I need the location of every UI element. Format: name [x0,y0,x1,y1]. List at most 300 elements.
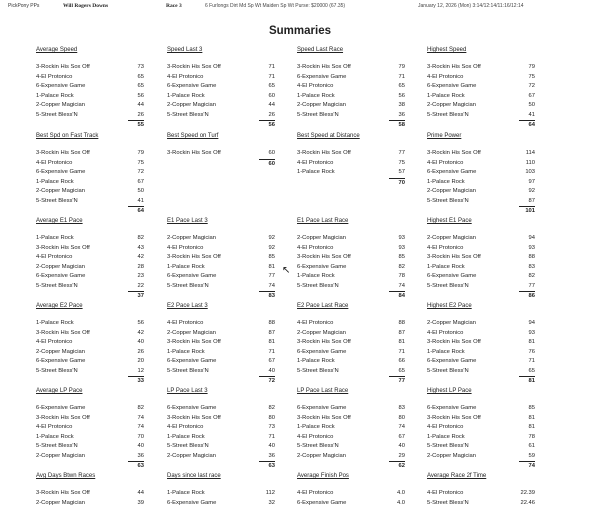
section-title[interactable]: Avg Days Btwn Races [36,473,144,481]
section-title[interactable]: Highest E2 Pace [427,303,535,311]
horse-row [167,489,275,499]
section-title[interactable]: Speed Last Race [297,47,405,55]
horse-name: 1-Palace Rock [427,178,465,188]
horse-value: 88 [519,253,535,263]
horse-row [167,357,275,367]
horse-value: 72 [519,82,535,92]
horse-name: 3-Rockin His Sox Off [427,338,481,348]
horse-name: 2-Copper Magician [167,101,216,111]
average-value: 86 [519,291,535,300]
horse-row [297,149,405,159]
horse-row [427,442,535,452]
horse-row [36,63,144,73]
summary-section [427,133,535,215]
horse-name: 2-Copper Magician [427,101,476,111]
horse-value: 67 [259,357,275,367]
horse-row [297,404,405,414]
summary-section [427,303,535,385]
horse-name: 3-Rockin His Sox Off [297,253,351,263]
horse-name: 4-El Protonico [36,423,72,433]
summary-section [297,303,405,385]
horse-row [427,452,535,462]
horse-name: 4-El Protonico [36,253,72,263]
horse-name: 4-El Protonico [427,159,463,169]
horse-value: 65 [128,73,144,83]
track-name: Will Rogers Downs [63,3,108,9]
horse-name: 6-Expensive Game [167,272,216,282]
horse-row [36,282,144,292]
average-value: 72 [259,376,275,385]
section-title[interactable]: E1 Pace Last Race [297,218,405,226]
mouse-cursor-icon: ↖ [282,265,290,276]
horse-row [427,348,535,358]
horse-value: 81 [519,338,535,348]
horse-value: 77 [389,149,405,159]
horse-value: 112 [259,489,275,499]
horse-row [36,149,144,159]
horse-value: 71 [259,433,275,443]
horse-name: 5-Street Bless'N [427,111,469,121]
horse-name: 1-Palace Rock [297,272,335,282]
horse-name: 5-Street Bless'N [167,367,209,377]
section-average [297,120,405,129]
horse-row [427,187,535,197]
horse-name: 4-El Protonico [427,73,463,83]
horse-row [167,423,275,433]
horse-name: 6-Expensive Game [167,357,216,367]
horse-name: 1-Palace Rock [427,92,465,102]
horse-row [427,101,535,111]
horse-value: 73 [128,63,144,73]
horse-row [297,272,405,282]
horse-name: 4-El Protonico [167,423,203,433]
horse-row [427,63,535,73]
horse-value: 85 [519,404,535,414]
horse-value: 80 [259,414,275,424]
horse-name: 2-Copper Magician [427,234,476,244]
horse-name: 6-Expensive Game [297,499,346,508]
horse-value: 78 [389,272,405,282]
horse-row [167,319,275,329]
horse-name: 6-Expensive Game [297,348,346,358]
horse-name: 6-Expensive Game [167,404,216,414]
horse-row [36,499,144,508]
section-title[interactable]: E2 Pace Last Race [297,303,405,311]
section-title[interactable]: Average Finish Pos [297,473,405,481]
horse-name: 2-Copper Magician [36,187,85,197]
horse-value: 74 [128,414,144,424]
horse-row [167,272,275,282]
horse-name: 2-Copper Magician [297,101,346,111]
horse-row [36,159,144,169]
horse-name: 4-El Protonico [167,319,203,329]
section-average [36,206,144,215]
horse-value: 56 [389,92,405,102]
horse-name: 2-Copper Magician [36,348,85,358]
horse-name: 3-Rockin His Sox Off [297,414,351,424]
horse-value: 44 [128,101,144,111]
horse-row [427,178,535,188]
horse-value: 85 [259,253,275,263]
horse-value: 59 [519,452,535,462]
horse-name: 2-Copper Magician [167,452,216,462]
summary-section [297,388,405,470]
horse-name: 5-Street Bless'N [427,367,469,377]
horse-value: 56 [128,319,144,329]
horse-row [36,442,144,452]
horse-row [427,329,535,339]
average-value: 64 [519,120,535,129]
horse-row [167,442,275,452]
horse-row [427,197,535,207]
horse-row [427,282,535,292]
horse-value: 75 [519,73,535,83]
horse-name: 4-El Protonico [167,73,203,83]
horse-name: 5-Street Bless'N [36,367,78,377]
horse-name: 4-El Protonico [427,489,463,499]
section-title[interactable]: LP Pace Last 3 [167,388,275,396]
section-title[interactable]: Speed Last 3 [167,47,275,55]
horse-name: 1-Palace Rock [36,319,74,329]
horse-name: 6-Expensive Game [427,82,476,92]
horse-row [36,244,144,254]
horse-row [297,244,405,254]
average-value: 70 [389,178,405,187]
horse-row [167,149,275,159]
section-average [427,461,535,470]
horse-name: 4-El Protonico [167,244,203,254]
summary-section [167,303,275,385]
horse-name: 3-Rockin His Sox Off [167,414,221,424]
horse-value: 87 [519,197,535,207]
horse-row [297,338,405,348]
horse-value: 40 [389,442,405,452]
horse-row [36,82,144,92]
horse-row [427,92,535,102]
section-average [167,291,275,300]
section-title[interactable]: Days since last race [167,473,275,481]
horse-value: 28 [128,263,144,273]
horse-name: 2-Copper Magician [427,187,476,197]
average-value: 60 [259,159,275,168]
horse-value: 79 [519,63,535,73]
horse-row [36,319,144,329]
horse-row [36,338,144,348]
horse-name: 5-Street Bless'N [167,282,209,292]
horse-value: 57 [389,168,405,178]
horse-value: 80 [389,414,405,424]
horse-value: 43 [128,244,144,254]
horse-row [297,329,405,339]
horse-name: 2-Copper Magician [427,319,476,329]
section-title[interactable]: Average LP Pace [36,388,144,396]
section-title[interactable]: Prime Power [427,133,535,141]
horse-name: 3-Rockin His Sox Off [427,414,481,424]
horse-row [167,404,275,414]
horse-value: 78 [519,433,535,443]
horse-value: 65 [389,367,405,377]
horse-row [167,63,275,73]
horse-value: 22 [128,282,144,292]
horse-name: 6-Expensive Game [427,168,476,178]
horse-name: 6-Expensive Game [36,404,85,414]
horse-row [36,329,144,339]
average-value: 81 [519,376,535,385]
horse-row [297,452,405,462]
horse-value: 50 [128,187,144,197]
horse-name: 3-Rockin His Sox Off [36,414,90,424]
horse-value: 83 [519,263,535,273]
summary-section [167,218,275,300]
horse-value: 42 [128,329,144,339]
horse-name: 1-Palace Rock [36,178,74,188]
horse-value: 36 [389,111,405,121]
horse-row [427,253,535,263]
horse-name: 2-Copper Magician [297,234,346,244]
average-value: 33 [128,376,144,385]
horse-name: 4-El Protonico [427,423,463,433]
horse-value: 71 [519,357,535,367]
horse-row [167,244,275,254]
summary-section [297,47,405,129]
horse-value: 93 [519,244,535,254]
horse-row [297,253,405,263]
horse-value: 32 [259,499,275,508]
horse-row [167,111,275,121]
horse-value: 87 [259,329,275,339]
horse-row [167,253,275,263]
section-average [297,291,405,300]
horse-row [427,111,535,121]
horse-value: 38 [389,101,405,111]
horse-name: 3-Rockin His Sox Off [36,149,90,159]
horse-name: 2-Copper Magician [36,263,85,273]
section-title[interactable]: Best Spd on Fast Track [36,133,144,141]
horse-value: 60 [259,92,275,102]
horse-row [297,414,405,424]
horse-name: 2-Copper Magician [427,452,476,462]
horse-name: 4-El Protonico [427,329,463,339]
horse-name: 5-Street Bless'N [427,197,469,207]
horse-value: 75 [128,159,144,169]
horse-row [36,414,144,424]
section-title[interactable]: E2 Pace Last 3 [167,303,275,311]
horse-value: 40 [259,442,275,452]
section-title[interactable]: E1 Pace Last 3 [167,218,275,226]
horse-row [297,63,405,73]
horse-row [427,367,535,377]
horse-name: 1-Palace Rock [297,357,335,367]
horse-name: 5-Street Bless'N [427,282,469,292]
horse-value: 81 [519,414,535,424]
horse-name: 4-El Protonico [427,244,463,254]
horse-row [297,234,405,244]
horse-row [36,111,144,121]
section-title[interactable]: LP Pace Last Race [297,388,405,396]
summary-section [427,218,535,300]
section-average [167,461,275,470]
horse-row [427,82,535,92]
horse-name: 3-Rockin His Sox Off [297,63,351,73]
section-title[interactable]: Best Speed at Distance [297,133,405,141]
horse-name: 3-Rockin His Sox Off [297,338,351,348]
section-title[interactable]: Highest E1 Pace [427,218,535,226]
horse-name: 5-Street Bless'N [167,111,209,121]
horse-name: 6-Expensive Game [427,404,476,414]
average-value: 58 [389,120,405,129]
horse-name: 4-El Protonico [36,73,72,83]
horse-value: 12 [128,367,144,377]
horse-row [297,92,405,102]
horse-name: 5-Street Bless'N [297,111,339,121]
horse-row [297,319,405,329]
summary-section [427,47,535,129]
horse-value: 36 [259,452,275,462]
horse-name: 3-Rockin His Sox Off [427,63,481,73]
summary-section [297,133,405,187]
horse-row [427,234,535,244]
horse-row [297,82,405,92]
horse-name: 4-El Protonico [297,433,333,443]
average-value: 62 [389,461,405,470]
summary-section [36,303,144,385]
horse-name: 1-Palace Rock [36,92,74,102]
section-title[interactable]: Average E2 Pace [36,303,144,311]
horse-name: 4-El Protonico [297,82,333,92]
horse-name: 3-Rockin His Sox Off [427,253,481,263]
horse-row [36,452,144,462]
horse-name: 1-Palace Rock [297,423,335,433]
summary-section [167,133,275,168]
horse-name: 5-Street Bless'N [167,442,209,452]
horse-name: 5-Street Bless'N [427,499,469,508]
horse-name: 6-Expensive Game [297,73,346,83]
average-value: 37 [128,291,144,300]
horse-row [427,499,535,508]
horse-row [167,499,275,508]
horse-name: 2-Copper Magician [36,452,85,462]
section-title[interactable]: Average Race 2f Time [427,473,535,481]
horse-row [167,92,275,102]
horse-row [427,319,535,329]
horse-row [36,433,144,443]
horse-name: 2-Copper Magician [36,499,85,508]
horse-row [427,272,535,282]
horse-row [297,348,405,358]
horse-name: 5-Street Bless'N [297,442,339,452]
horse-value: 40 [128,442,144,452]
horse-name: 5-Street Bless'N [36,282,78,292]
section-title[interactable]: Average Speed [36,47,144,55]
section-average [36,376,144,385]
horse-row [36,272,144,282]
horse-row [36,367,144,377]
horse-row [36,197,144,207]
horse-value: 93 [389,244,405,254]
horse-row [427,404,535,414]
section-average [427,376,535,385]
horse-name: 4-El Protonico [297,244,333,254]
horse-row [36,92,144,102]
horse-value: 81 [259,338,275,348]
horse-name: 3-Rockin His Sox Off [36,63,90,73]
horse-name: 1-Palace Rock [297,92,335,102]
section-title[interactable]: Average E1 Pace [36,218,144,226]
horse-name: 1-Palace Rock [427,263,465,273]
horse-value: 23 [128,272,144,282]
horse-name: 1-Palace Rock [36,234,74,244]
horse-name: 5-Street Bless'N [36,197,78,207]
horse-name: 3-Rockin His Sox Off [167,63,221,73]
horse-value: 103 [519,168,535,178]
summary-section [36,473,144,508]
horse-value: 20 [128,357,144,367]
horse-row [36,234,144,244]
horse-name: 3-Rockin His Sox Off [36,244,90,254]
horse-row [297,111,405,121]
horse-value: 72 [128,168,144,178]
horse-value: 44 [128,489,144,499]
horse-row [167,329,275,339]
horse-row [297,442,405,452]
horse-value: 56 [128,92,144,102]
average-value: 83 [259,291,275,300]
horse-value: 82 [128,234,144,244]
horse-row [427,244,535,254]
horse-value: 76 [519,348,535,358]
horse-value: 79 [389,63,405,73]
horse-row [36,423,144,433]
horse-value: 77 [519,282,535,292]
horse-name: 6-Expensive Game [167,499,216,508]
horse-name: 3-Rockin His Sox Off [427,149,481,159]
section-average [167,120,275,129]
horse-row [297,499,405,508]
horse-value: 85 [389,253,405,263]
horse-value: 74 [389,282,405,292]
horse-name: 2-Copper Magician [36,101,85,111]
horse-name: 1-Palace Rock [427,433,465,443]
horse-name: 1-Palace Rock [427,348,465,358]
horse-value: 74 [389,423,405,433]
horse-name: 3-Rockin His Sox Off [297,149,351,159]
horse-row [36,253,144,263]
horse-row [36,73,144,83]
section-title[interactable]: Highest Speed [427,47,535,55]
horse-name: 4-El Protonico [297,489,333,499]
horse-value: 81 [389,338,405,348]
horse-value: 22.46 [519,499,535,508]
page-title: Summaries [0,25,600,37]
average-value: 74 [519,461,535,470]
average-value: 56 [259,120,275,129]
horse-name: 5-Street Bless'N [36,111,78,121]
horse-row [427,168,535,178]
summary-section [167,47,275,129]
horse-name: 6-Expensive Game [36,357,85,367]
section-title[interactable]: Highest LP Pace [427,388,535,396]
section-title[interactable]: Best Speed on Turf [167,133,275,141]
horse-value: 110 [519,159,535,169]
summary-section [167,473,275,508]
horse-row [297,168,405,178]
horse-value: 87 [389,329,405,339]
section-average [297,178,405,187]
horse-value: 71 [259,348,275,358]
horse-name: 2-Copper Magician [297,329,346,339]
race-description: 6 Furlongs Dirt Md Sp Wt Maiden Sp Wt Purse: $20000 (67.35) [205,3,345,9]
summary-section [36,218,144,300]
